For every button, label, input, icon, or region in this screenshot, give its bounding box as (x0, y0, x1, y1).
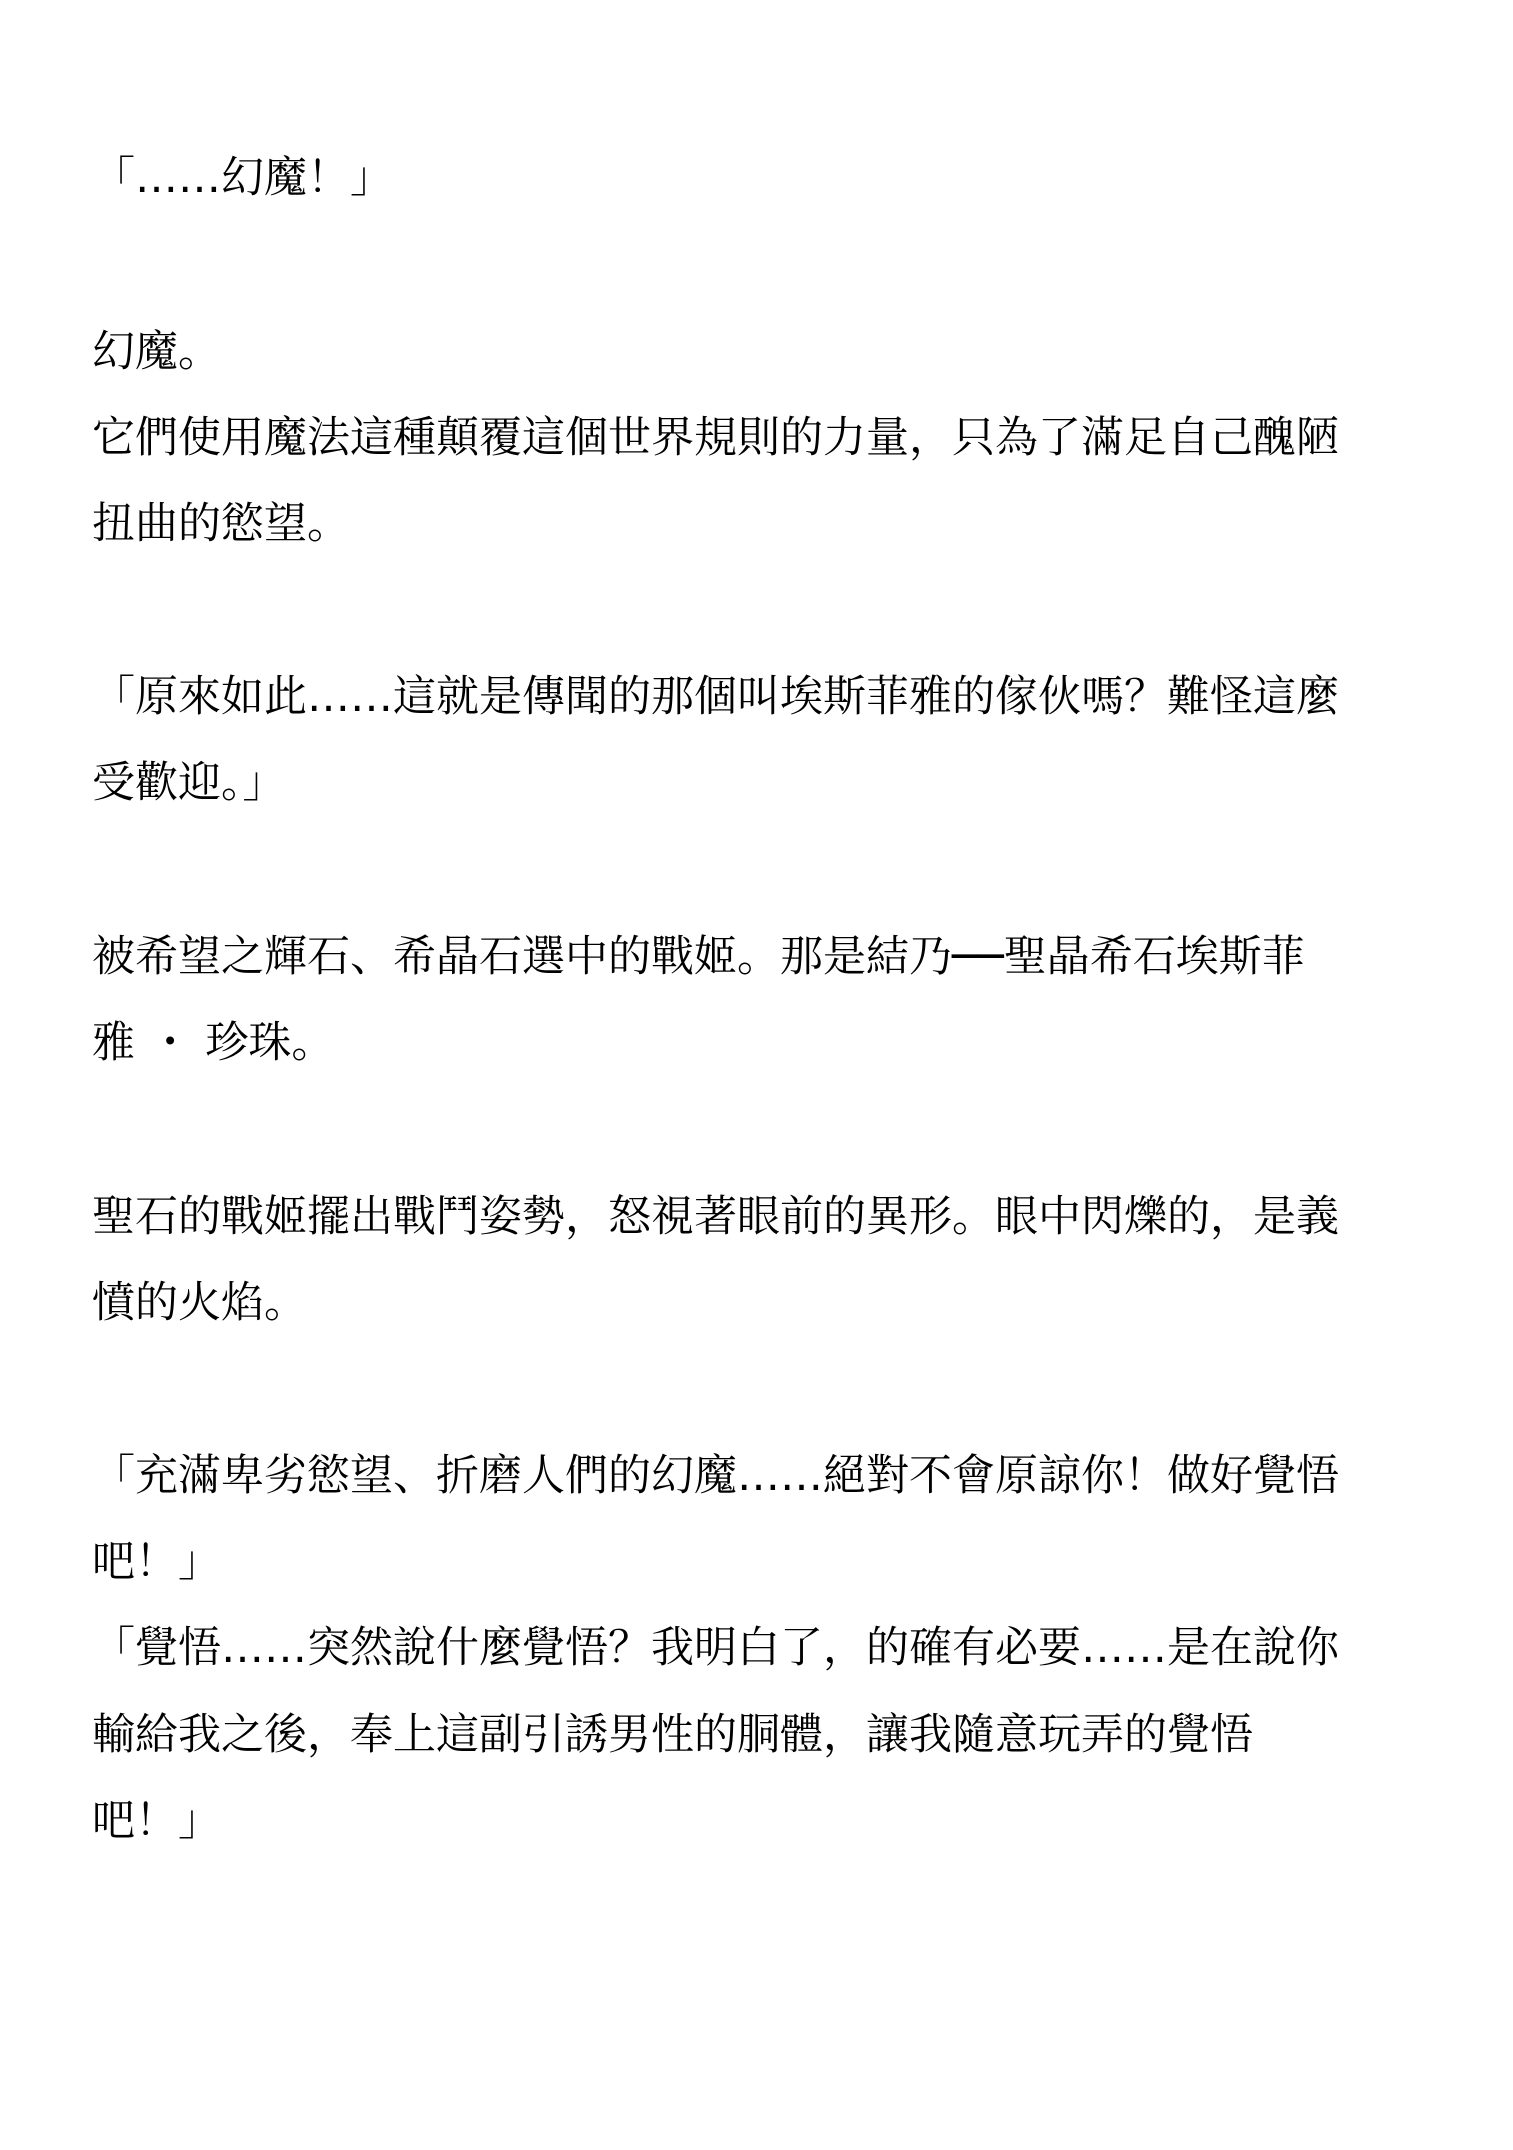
text-line: 幻魔。 (92, 327, 221, 377)
text-line: 吧！」 (92, 1796, 221, 1846)
text-line: 被希望之輝石、希晶石選中的戰姬。那是結乃──聖晶希石埃斯菲 (92, 932, 1305, 982)
text-line: 它們使用魔法這種顛覆這個世界規則的力量，只為了滿足自己醜陋 (92, 413, 1339, 463)
text-line: 扭曲的慾望。 (92, 499, 350, 549)
text-line: 「……幻魔！」 (92, 153, 393, 203)
text-line: 吧！」 (92, 1537, 221, 1587)
text-line: 「原來如此……這就是傳聞的那個叫埃斯菲雅的傢伙嗎？難怪這麼 (92, 672, 1339, 722)
text-line: 「覺悟……突然說什麼覺悟？我明白了，的確有必要……是在說你 (92, 1623, 1339, 1673)
text-line: 受歡迎。」 (92, 758, 286, 808)
text-line: 輸給我之後，奉上這副引誘男性的胴體，讓我隨意玩弄的覺悟 (92, 1710, 1253, 1760)
text-line: 聖石的戰姬擺出戰鬥姿勢，怒視著眼前的異形。眼中閃爍的，是義 (92, 1192, 1339, 1242)
text-line: 「充滿卑劣慾望、折磨人們的幻魔……絕對不會原諒你！做好覺悟 (92, 1451, 1339, 1501)
text-line: 憤的火焰。 (92, 1278, 307, 1328)
text-line: 雅 ・ 珍珠。 (92, 1018, 335, 1068)
